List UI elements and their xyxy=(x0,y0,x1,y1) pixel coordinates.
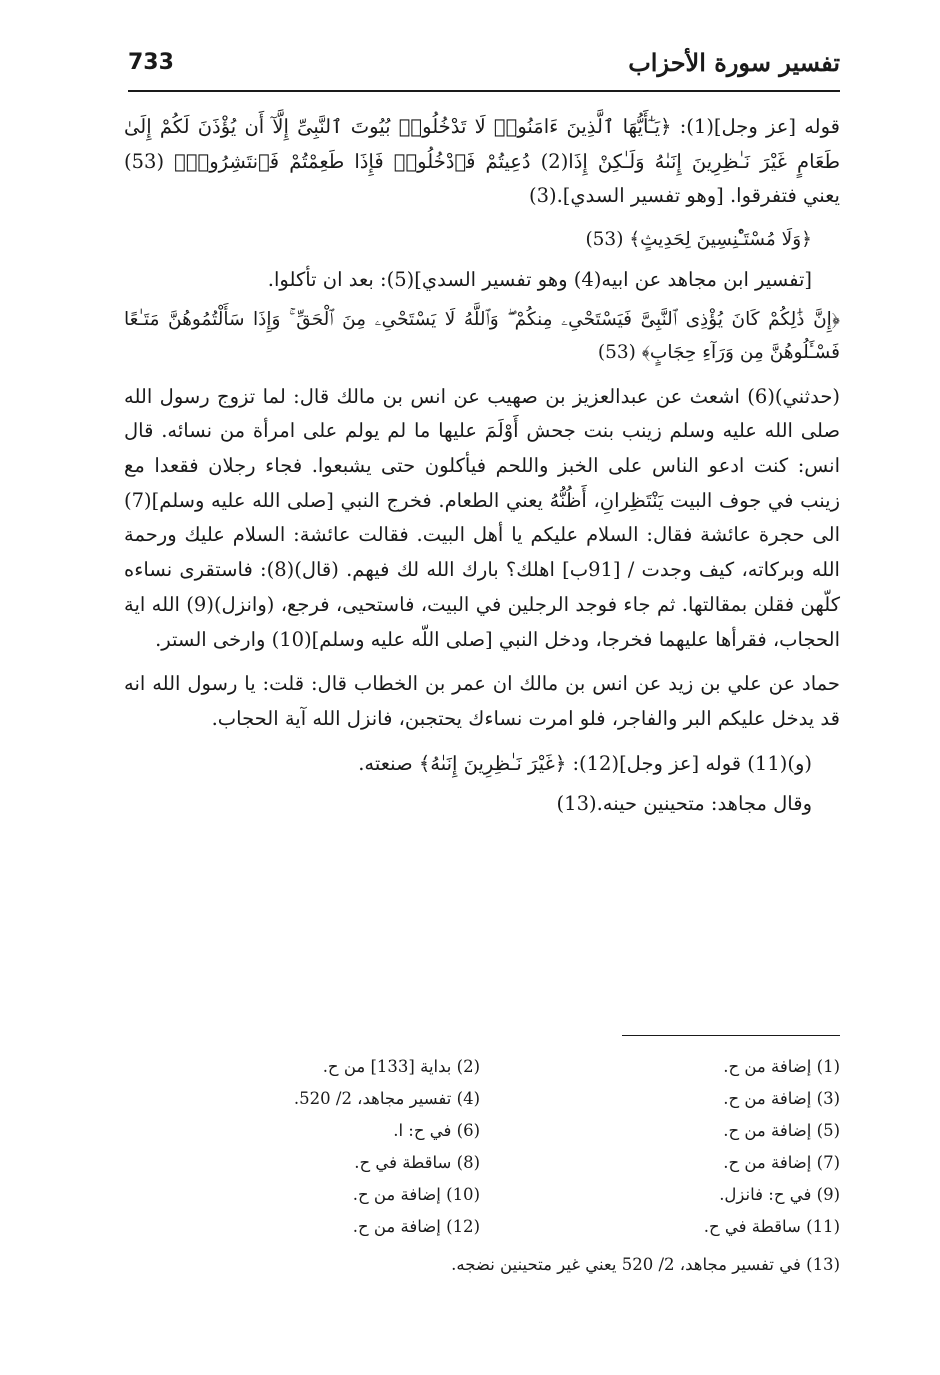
page-number: 733 xyxy=(128,50,174,75)
footnote-8: (8) ساقطة في ح. xyxy=(354,1153,480,1172)
paragraph-verse-hijab: ﴿إِنَّ ذَٰلِكُمْ كَانَ يُؤْذِى ٱلنَّبِىَّ فَيَسْتَحْىِۦ مِنكُمْ ۖ وَٱللَّهُ لَا يَسْتَحْىِۦ مِنَ ٱلْحَقِّ ۚ وَإِذَا سَأَلْتُمُوهُنَّ مَتَـٰعًا فَسْـَٔلُوهُنَّ مِن وَرَآءِ حِجَابٍ﴾ (53) xyxy=(124,308,840,363)
paragraph-verse-intro: قوله [عز وجل](1): ﴿يَـٰٓأَيُّهَا ٱلَّذِينَ ءَامَنُوا۟ لَا تَدْخُلُوا۟ بُيُوتَ ٱلنَّبِىِّ إِلَّآ أَن يُؤْذَنَ لَكُمْ إِلَىٰ طَعَامٍ غَيْرَ نَـٰظِرِينَ إِنَىٰهُ وَلَـٰكِنْ إِذَا(2) دُعِيتُمْ فَٱدْخُلُوا۟ فَإِذَا طَعِمْتُمْ فَٱنتَشِرُوا۟﴾ (53) يعني فتفرقوا. [وهو تفسير السدي].(3) xyxy=(124,115,841,208)
footnote-1: (1) إضافة من ح. xyxy=(723,1057,840,1076)
footnote-2: (2) بداية [133] من ح. xyxy=(322,1057,480,1076)
paragraph-mujahid-quote: وقال مجاهد: متحينين حينه.(13) xyxy=(556,792,812,816)
paragraph-hadith-zaynab: (حدثني)(6) اشعث عن عبدالعزيز بن صهيب عن انس بن مالك قال: لما تزوج رسول الله صلى الله عليه وسلم زينب بنت جحش أَوْلَمَ عليها ما لم يولم على امرأة من نسائه. قال انس: كنت ادعو الناس على الخبز واللحم فيأكلون حتى يشبعوا. فجاء رجلان فقعدا مع زينب في جوف البيت يَنْتَظِرانِ، أَظُنُّهُ يعني الطعام. فخرج النبي [صلى الله عليه وسلم](7) الى حجرة عائشة فقال: السلام عليكم يا أهل البيت. فقالت عائشة: السلام عليك ورحمة الله وبركاته، كيف وجدت / [91ب] اهلك؟ بارك الله لك فيهم. (قال)(8): فاستقرى نساءه كلّهن فقلن بمقالتها. ثم جاء فوجد الرجلين في البيت، فاستحيى، فرجع، (وانزل)(9) الله اية الحجاب، فقرأها عليهما فخرجا، ودخل النبي [صلى اللّه عليه وسلم](10) وارخى الستر. xyxy=(124,384,841,651)
footnote-divider xyxy=(622,1035,840,1036)
footnote-13: (13) في تفسير مجاهد، 2/ 520 يعني غير متحينين نضجه. xyxy=(451,1255,840,1274)
paragraph-hadith-umar: حماد عن علي بن زيد عن انس بن مالك ان عمر بن الخطاب قال: قلت: يا رسول الله انه قد يدخل عليكم البر والفاجر، فلو امرت نساءك يحتجبن، فانزل الله آية الحجاب. xyxy=(124,672,840,730)
main-text xyxy=(124,110,840,828)
footnote-4: (4) تفسير مجاهد، 2/ 520. xyxy=(293,1089,480,1108)
footnote-9: (9) في ح: فانزل. xyxy=(719,1185,840,1204)
running-title: تفسير سورة الأحزاب xyxy=(628,48,840,77)
footnote-list xyxy=(140,1051,840,1243)
footnote-3: (3) إضافة من ح. xyxy=(723,1089,840,1108)
footnote-12: (12) إضافة من ح. xyxy=(352,1217,480,1236)
footnote-11: (11) ساقطة في ح. xyxy=(703,1217,840,1236)
footnote-5: (5) إضافة من ح. xyxy=(723,1121,840,1140)
footnote-7: (7) إضافة من ح. xyxy=(723,1153,840,1172)
page-header xyxy=(128,44,840,92)
paragraph-tafsir-mujahid: [تفسير ابن مجاهد عن ابيه(4) وهو تفسير السدي](5): بعد ان تأكلوا. xyxy=(267,268,812,292)
footnote-10: (10) إضافة من ح. xyxy=(352,1185,480,1204)
footnote-6: (6) في ح: ا. xyxy=(393,1121,480,1140)
paragraph-verse-not-lingering: ﴿وَلَا مُسْتَـْٔنِسِينَ لِحَدِيثٍ﴾ (53) xyxy=(585,229,812,251)
paragraph-ghayra-nazirin: (و)(11) قوله [عز وجل](12): ﴿غَيْرَ نَـٰظِرِينَ إِنَىٰهُ﴾ صنعته. xyxy=(358,751,812,775)
